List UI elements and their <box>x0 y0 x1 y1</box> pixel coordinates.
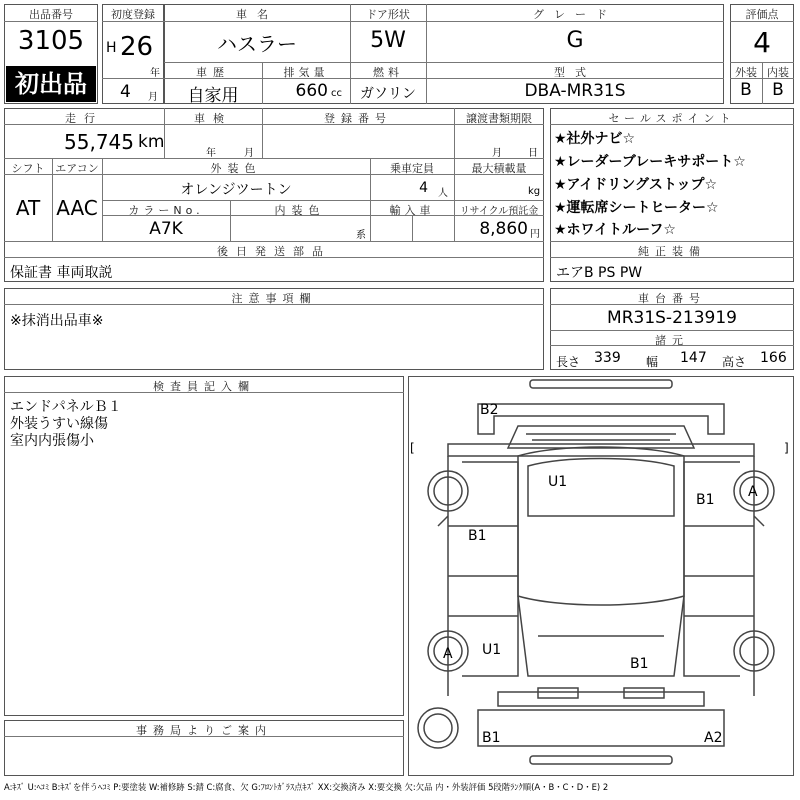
bracket-left: [ <box>410 441 415 455</box>
inspector-label: 検査員記入欄 <box>153 380 255 393</box>
transfer-doc-day-unit: 日 <box>528 148 538 159</box>
mark-b1-rear: B1 <box>630 656 649 672</box>
chassis-label: 車台番号 <box>638 292 706 305</box>
divider <box>550 241 794 242</box>
color-no-value: A7K <box>149 219 183 239</box>
door-value: 5W <box>370 28 406 53</box>
office-label: 事務局よりご案内 <box>136 724 272 737</box>
later-parts-value: 保証書 車両取説 <box>10 265 113 281</box>
divider <box>412 215 413 241</box>
sales-point-item: ★ホワイトルーフ☆ <box>554 222 676 238</box>
score-label: 評価点 <box>745 8 779 21</box>
interior-grade-label: 内装 <box>767 66 789 79</box>
divider <box>4 158 544 159</box>
sales-points-label: セールスポイント <box>608 112 736 125</box>
capacity-label: 乗車定員 <box>390 162 434 175</box>
recycle-unit: 円 <box>530 229 540 240</box>
model-code-label: 型式 <box>554 66 596 79</box>
height-value: 166 <box>760 350 787 366</box>
mileage-label: 走行 <box>65 112 103 125</box>
divider <box>102 21 164 22</box>
max-load-label: 最大積載量 <box>471 162 527 175</box>
first-listing-badge: 初出品 <box>6 66 96 102</box>
aircon-label: エアコン <box>55 162 99 175</box>
inspector-line: 室内内張傷小 <box>10 433 94 449</box>
inspector-line: エンドパネルＢ１ <box>10 399 122 415</box>
exterior-grade-label: 外装 <box>735 66 757 79</box>
door-label: ドア形状 <box>366 8 410 21</box>
car-name-value: ハスラー <box>217 32 297 56</box>
recycle-value: 8,860 <box>479 219 528 239</box>
import-label: 輸入車 <box>389 204 435 217</box>
inspection-label: 車検 <box>194 112 232 125</box>
mileage-unit: km <box>138 132 165 152</box>
divider <box>550 330 794 331</box>
length-value: 339 <box>594 350 621 366</box>
divider <box>4 241 544 242</box>
mark-b1-left: B1 <box>468 528 487 544</box>
capacity-value: 4 <box>419 180 428 196</box>
shift-value: AT <box>15 196 41 220</box>
interior-grade-value: B <box>772 80 784 100</box>
first-reg-label: 初度登録 <box>111 8 155 21</box>
length-label: 長さ <box>556 355 581 369</box>
transfer-doc-month-unit: 月 <box>492 148 502 159</box>
aircon-value: AAC <box>56 196 98 220</box>
mileage-value: 55,745 <box>64 130 134 154</box>
shift-label: シフト <box>11 162 45 175</box>
exterior-grade-value: B <box>740 80 752 100</box>
first-reg-year-unit: 年 <box>150 68 160 79</box>
standard-equipment-value: エアB PS PW <box>556 265 643 281</box>
inspection-month-unit: 月 <box>244 148 254 159</box>
height-label: 高さ <box>722 355 747 369</box>
lot-number: 3105 <box>17 26 85 56</box>
chassis-value: MR31S-213919 <box>607 308 737 328</box>
car-damage-diagram <box>408 376 794 776</box>
reg-number-label: 登録番号 <box>324 112 392 125</box>
mark-a2-bottom: A2 <box>704 730 723 746</box>
dimensions-label: 諸元 <box>655 334 689 347</box>
mark-b1-bottom: B1 <box>482 730 501 746</box>
history-value: 自家用 <box>187 86 239 106</box>
model-code-value: DBA-MR31S <box>524 81 626 101</box>
divider <box>102 200 544 201</box>
lot-label: 出品番号 <box>29 8 73 21</box>
notes-value: ※抹消出品車※ <box>10 313 104 329</box>
fuel-label: 燃料 <box>373 66 403 79</box>
later-parts-label: 後日発送部品 <box>217 245 331 258</box>
mark-a-front-right: A <box>748 484 758 500</box>
sales-point-item: ★運転席シートヒーター☆ <box>554 200 719 216</box>
mark-u1-left-rear: U1 <box>482 642 502 658</box>
mark-u1-roof: U1 <box>548 474 568 490</box>
inspector-line: 外装うすい線傷 <box>10 416 108 432</box>
grade-value: G <box>566 28 584 53</box>
sales-point-item: ★社外ナビ☆ <box>554 131 636 147</box>
mark-b1-right-front: B1 <box>696 492 715 508</box>
displacement-label: 排気量 <box>283 66 329 79</box>
ext-color-label: 外装色 <box>210 162 262 175</box>
grade-label: グレード <box>533 8 617 21</box>
first-reg-month: 4 <box>120 82 131 102</box>
divider <box>164 62 724 63</box>
first-reg-era: H <box>106 40 117 56</box>
history-label: 車歴 <box>196 66 230 79</box>
fuel-value: ガソリン <box>360 86 416 102</box>
first-reg-year: 26 <box>120 32 154 62</box>
transfer-doc-label: 譲渡書類期限 <box>466 112 532 125</box>
displacement-value: 660 <box>295 81 328 101</box>
int-color-suffix: 系 <box>356 230 366 241</box>
car-name-label: 車名 <box>236 8 278 21</box>
mark-a-rear-left: A <box>443 646 453 662</box>
sales-point-item: ★レーダーブレーキサポート☆ <box>554 154 746 170</box>
color-no-label: カラーNo. <box>128 204 204 217</box>
standard-equipment-label: 純正装備 <box>638 245 706 258</box>
sales-point-item: ★アイドリングストップ☆ <box>554 177 718 193</box>
width-label: 幅 <box>646 355 659 369</box>
notes-label: 注意事項欄 <box>231 292 317 305</box>
capacity-unit: 人 <box>438 188 448 199</box>
legend: A:ｷｽﾞ U:ﾍｺﾐ B:ｷｽﾞを伴うﾍｺﾐ P:要塗装 W:補修跡 S:錆 C:腐食、欠 G:ﾌﾛﾝﾄｶﾞﾗｽ点ｷｽﾞ XX:交換済み X:要交換 欠:欠品 内・外装評価 5段階ﾗﾝｸ順(A・B・C・D・E) 2 <box>4 782 609 792</box>
inspection-year-unit: 年 <box>206 148 216 159</box>
max-load-unit: kg <box>528 186 541 197</box>
bracket-right: ] <box>784 441 789 455</box>
first-reg-month-unit: 月 <box>148 92 158 103</box>
mark-b2: B2 <box>480 402 499 418</box>
width-value: 147 <box>680 350 707 366</box>
recycle-label: リサイクル預託金 <box>459 206 539 217</box>
ext-color-value: オレンジツートン <box>180 182 292 198</box>
int-color-label: 内装色 <box>274 204 326 217</box>
displacement-unit: cc <box>331 88 342 99</box>
score-value: 4 <box>753 26 771 59</box>
